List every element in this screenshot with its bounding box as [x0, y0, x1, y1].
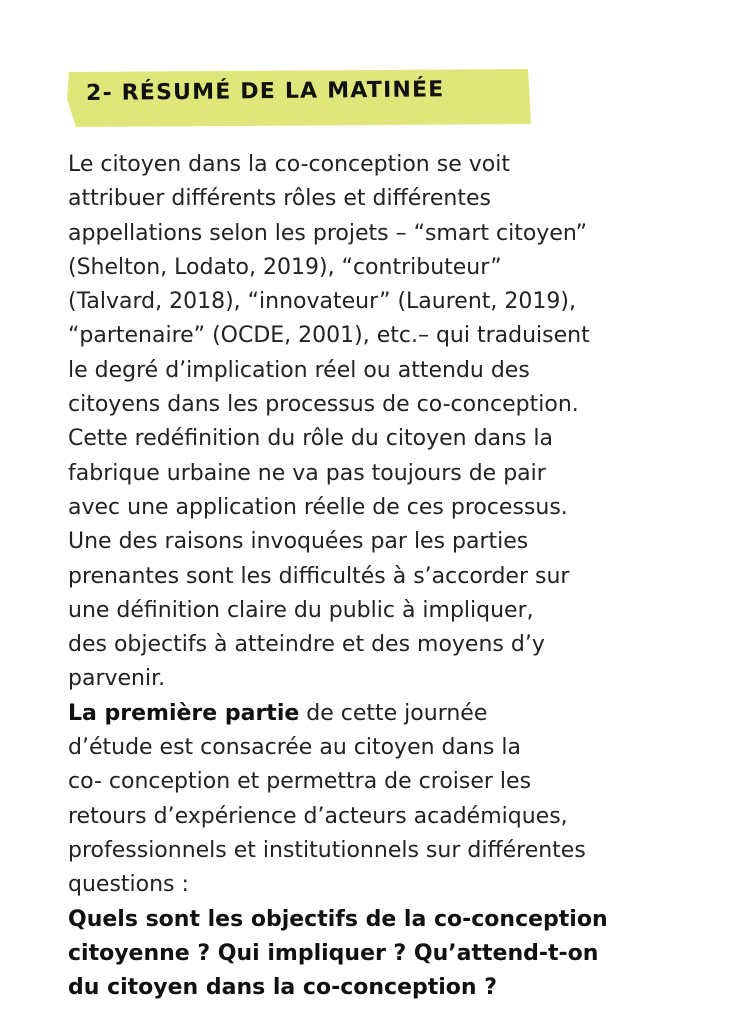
section-title: 2- RÉSUMÉ DE LA MATINÉE	[85, 77, 445, 106]
text-line: parvenir.	[68, 666, 166, 692]
text-line: (Talvard, 2018), “innovateur” (Laurent, 2019),	[68, 289, 576, 315]
text-line: Cette redéfinition du rôle du citoyen dans la	[68, 426, 554, 452]
text-line	[68, 697, 688, 731]
body-text	[68, 148, 688, 1005]
text-line: appellations selon les projets – “smart citoyen”	[68, 220, 587, 246]
text-line: retours d’expérience d’acteurs académiques,	[68, 803, 568, 829]
text-line: avec une application réelle de ces processus.	[68, 494, 568, 520]
text-line: citoyens dans les processus de co-conception.	[68, 392, 579, 418]
text-line: prenantes sont les difficultés à s’accorder sur	[68, 563, 570, 589]
text-line: une définition claire du public à impliquer,	[68, 597, 534, 623]
lead-rest: de cette journée	[299, 700, 488, 726]
text-line: fabrique urbaine ne va pas toujours de pair	[68, 460, 546, 486]
question-line: du citoyen dans la co-conception ?	[68, 975, 497, 1001]
paragraph-first-part	[68, 697, 688, 903]
text-line: attribuer différents rôles et différentes	[68, 186, 491, 212]
text-line: Le citoyen dans la co-conception se voit	[68, 152, 510, 177]
text-line: le degré d’implication réel ou attendu des	[68, 357, 530, 383]
paragraph-intro	[68, 148, 688, 697]
text-line: d’étude est consacrée au citoyen dans la	[68, 735, 521, 761]
text-line: questions :	[68, 872, 189, 898]
question-line: citoyenne ? Qui impliquer ? Qu’attend-t-on	[68, 940, 599, 966]
text-line: des objectifs à atteindre et des moyens d’y	[68, 632, 545, 658]
text-line: professionnels et institutionnels sur différentes	[68, 837, 586, 863]
section-heading	[66, 68, 532, 128]
text-line: co- conception et permettra de croiser les	[68, 769, 532, 795]
text-line: (Shelton, Lodato, 2019), “contributeur”	[68, 254, 502, 280]
bold-lead: La première partie	[68, 700, 300, 726]
question-line: Quels sont les objectifs de la co-conception	[68, 906, 608, 932]
text-line: “partenaire” (OCDE, 2001), etc.– qui traduisent	[68, 323, 590, 349]
text-line: Une des raisons invoquées par les parties	[68, 529, 529, 555]
questions-block	[68, 903, 688, 1006]
